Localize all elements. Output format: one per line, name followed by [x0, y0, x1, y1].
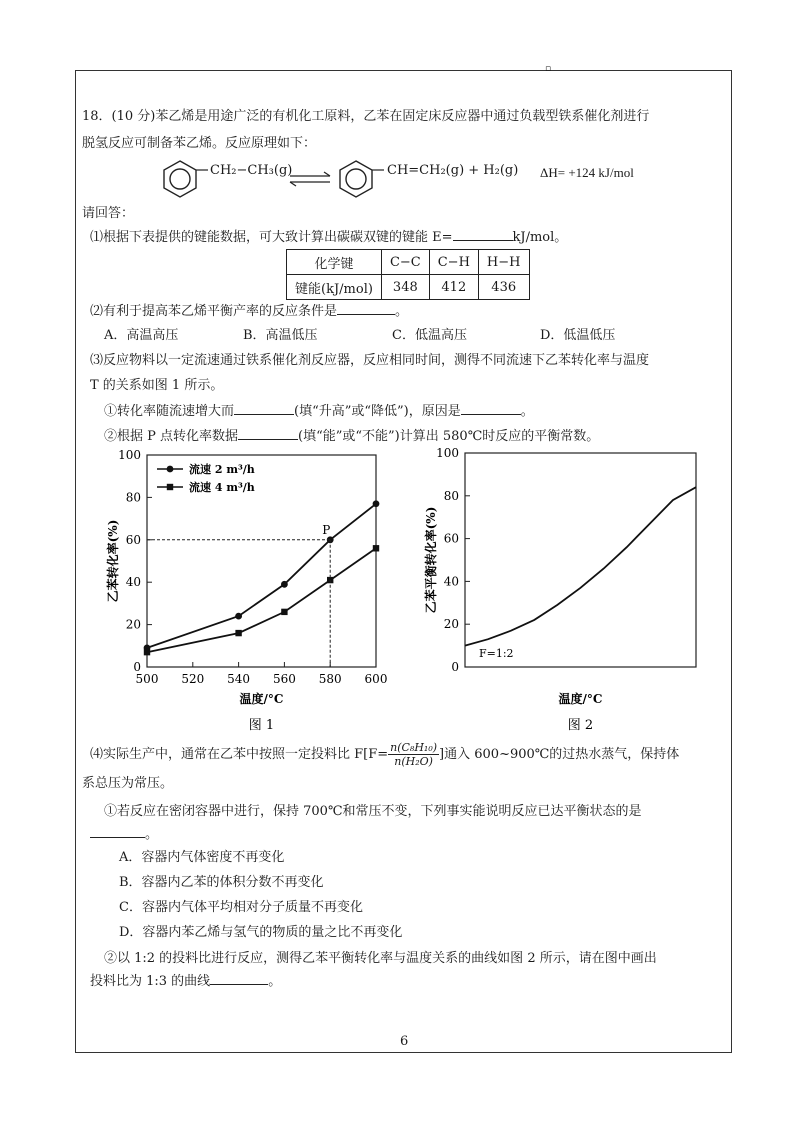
figure-1-chart	[100, 445, 400, 735]
table-cell: C−C	[381, 250, 429, 275]
reactant-group: CH₂−CH₃(g)	[210, 163, 293, 178]
y-axis-label: 乙苯平衡转化率(%)	[424, 506, 438, 614]
y-tick-label: 0	[133, 660, 141, 674]
y-tick-label: 60	[125, 532, 141, 547]
x-axis-label: 温度/°C	[239, 692, 284, 706]
corner-mark: ▫	[545, 64, 552, 74]
legend-label: 流速 2 m³/h	[189, 463, 255, 476]
y-tick-label: 80	[125, 490, 141, 505]
option-d: D．容器内苯乙烯与氢气的物质的量之比不再变化	[119, 925, 403, 940]
option-b: B．高温低压	[243, 328, 318, 343]
data-point	[281, 609, 287, 615]
option-d: D．低温低压	[540, 328, 616, 343]
x-tick-label: 560	[272, 672, 296, 686]
part4-q2-line-2	[90, 972, 281, 991]
data-point	[373, 500, 380, 507]
table-cell: 化学键	[287, 250, 382, 275]
x-tick-label: 580	[318, 672, 342, 686]
equilibrium-arrow	[290, 172, 330, 186]
answer-blank[interactable]	[453, 228, 513, 241]
table-cell: C−H	[429, 250, 478, 275]
question-line-1: 18．(10 分)苯乙烯是用途广泛的有机化工原料，乙苯在固定床反应器中通过负载型铁系催化剂进行	[82, 109, 650, 124]
data-point	[281, 581, 288, 588]
enthalpy-change: ΔH= +124 kJ/mol	[540, 165, 634, 180]
option-a: A．高温高压	[104, 328, 179, 343]
legend-marker	[167, 484, 173, 490]
answer-blank[interactable]	[90, 825, 145, 838]
x-tick-label: 600	[364, 672, 388, 686]
series-line	[465, 487, 696, 645]
table-cell: 348	[381, 275, 429, 300]
y-tick-label: 40	[125, 575, 141, 590]
question-line-2: 脱氢反应可制备苯乙烯。反应原理如下：	[82, 136, 317, 151]
part4-line1-a: ⑷实际生产中，通常在乙苯中按照一定投料比 F[F=	[90, 747, 389, 762]
part3-q1-a: ①转化率随流速增大而	[104, 404, 235, 419]
figure-caption: 图 2	[567, 718, 594, 733]
legend-marker	[167, 466, 174, 473]
table-cell: H−H	[478, 250, 529, 275]
part4-q1-answer	[90, 825, 158, 844]
benzene-ring-left	[164, 161, 196, 197]
option-c: C．容器内气体平均相对分子质量不再变化	[119, 900, 363, 915]
bond-energy-table	[286, 249, 530, 300]
y-tick-label: 0	[451, 660, 459, 674]
y-tick-label: 40	[443, 574, 459, 589]
fraction-denominator: n(H₂O)	[394, 755, 433, 768]
table-cell: 键能(kJ/mol)	[287, 275, 382, 300]
figure-2-chart	[415, 445, 715, 735]
y-tick-label: 100	[118, 448, 141, 462]
part4-q2-b: 投料比为 1:3 的曲线	[90, 974, 211, 989]
part2-text	[90, 302, 408, 321]
part2-question: ⑵有利于提高苯乙烯平衡产率的反应条件是	[90, 304, 338, 319]
part4-question-1: ①若反应在密闭容器中进行，保持 700℃和常压不变，下列事实能说明反应已达平衡状态的是	[104, 804, 642, 819]
part4-question-2: ②以 1:2 的投料比进行反应，测得乙苯平衡转化率与温度关系的曲线如图 2 所示，请在图中画出	[104, 951, 657, 966]
feed-ratio-fraction	[388, 741, 439, 768]
y-tick-label: 100	[436, 446, 459, 460]
part1-text-after: kJ/mol。	[512, 230, 568, 245]
part1-text-before: ⑴根据下表提供的键能数据，可大致计算出碳碳双键的键能 E=	[90, 230, 453, 245]
data-point	[373, 545, 379, 551]
table-header-row	[287, 250, 530, 275]
option-b: B．容器内乙苯的体积分数不再变化	[119, 875, 324, 890]
y-tick-label: 80	[443, 488, 459, 503]
answer-blank[interactable]	[238, 427, 298, 440]
product-group: CH=CH₂(g) + H₂(g)	[387, 163, 519, 178]
part3-line-2: T 的关系如图 1 所示。	[90, 378, 224, 393]
part2-end: 。	[395, 304, 409, 319]
x-tick-label: 500	[135, 672, 159, 686]
part3-q1-c: 。	[520, 404, 534, 419]
data-point	[235, 630, 241, 636]
answer-blank[interactable]	[210, 972, 268, 985]
table-row	[287, 275, 530, 300]
figure-caption: 图 1	[248, 718, 275, 733]
part1-text	[90, 228, 567, 247]
series-label: F=1:2	[479, 647, 514, 661]
fraction-numerator: n(C₈H₁₀)	[390, 741, 438, 754]
part3-q1-b: (填“升高”或“降低”)，原因是	[294, 404, 461, 419]
x-axis-label: 温度/°C	[558, 692, 603, 706]
part4-line-1	[90, 740, 679, 770]
series-line	[147, 504, 376, 648]
answer-prompt: 请回答：	[82, 206, 135, 221]
x-tick-label: 520	[181, 672, 205, 686]
page-number: 6	[400, 1034, 409, 1049]
part3-line-1: ⑶反应物料以一定流速通过铁系催化剂反应器，反应相同时间，测得不同流速下乙苯转化率与温度	[90, 353, 650, 368]
y-tick-label: 60	[443, 531, 459, 546]
part4-q1-end: 。	[145, 827, 159, 842]
x-tick-label: 540	[227, 672, 251, 686]
answer-blank[interactable]	[461, 402, 521, 415]
option-c: C．低温高压	[392, 328, 467, 343]
table-cell: 412	[429, 275, 478, 300]
legend-label: 流速 4 m³/h	[189, 481, 255, 494]
answer-blank[interactable]	[234, 402, 294, 415]
answer-blank[interactable]	[337, 302, 395, 315]
part3-q2-b: (填“能”或“不能”)计算出 580℃时反应的平衡常数。	[298, 429, 600, 444]
table-cell: 436	[478, 275, 529, 300]
y-axis-label: 乙苯转化率(%)	[106, 519, 120, 603]
part3-question-1	[104, 402, 534, 421]
part3-question-2	[104, 427, 599, 446]
data-point	[144, 649, 150, 655]
part3-q2-a: ②根据 P 点转化率数据	[104, 429, 239, 444]
part4-line-2: 系总压为常压。	[82, 776, 174, 791]
part4-q2-end: 。	[268, 974, 282, 989]
y-tick-label: 20	[125, 617, 141, 632]
point-label: P	[322, 522, 331, 537]
y-tick-label: 20	[443, 617, 459, 632]
benzene-ring-right	[340, 161, 372, 197]
part4-line1-b: ]通入 600~900℃的过热水蒸气，保持体	[439, 747, 680, 762]
data-point	[235, 613, 242, 620]
option-a: A．容器内气体密度不再变化	[119, 850, 285, 865]
